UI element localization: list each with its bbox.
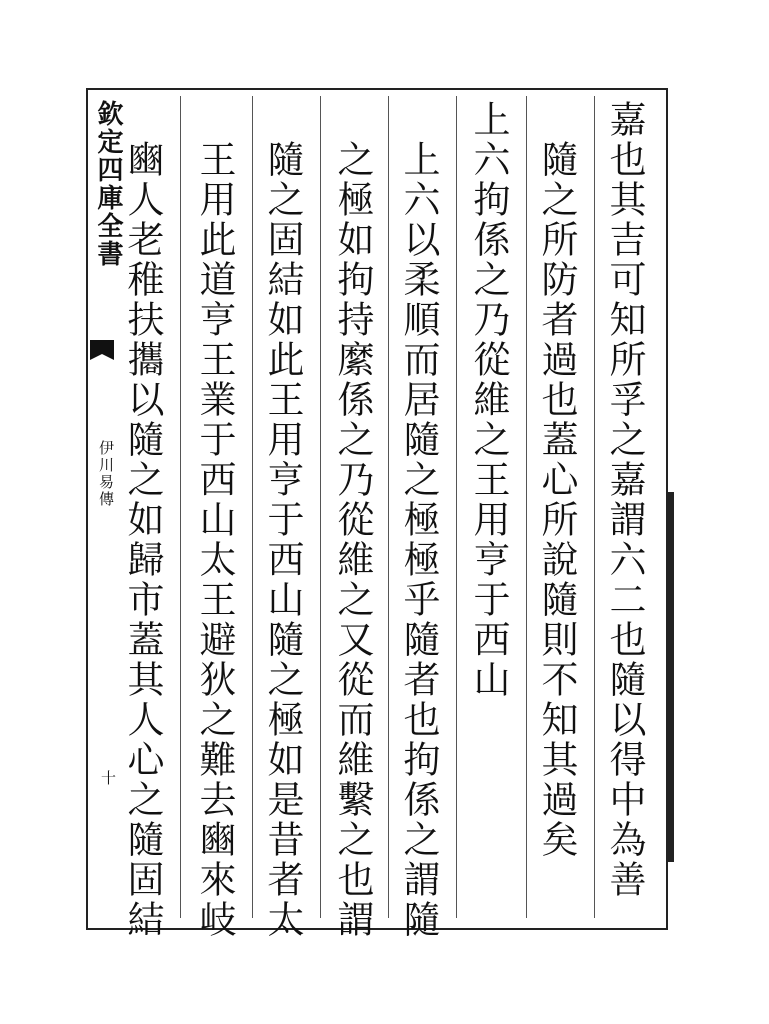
margin-page-number: 十: [99, 770, 117, 785]
text-column-2: 隨之所防者過也蓋心所說隨則不知其過矣: [535, 140, 578, 860]
column-rule: [526, 96, 527, 918]
column-rule: [456, 96, 457, 918]
margin-collection-title: 欽定四庫全書: [93, 100, 123, 268]
column-rule: [594, 96, 595, 918]
column-rule: [388, 96, 389, 918]
text-column-7: 王用此道亨王業于西山太王避狄之難去豳來岐: [193, 140, 236, 940]
column-rule: [180, 96, 181, 918]
fold-edge-bar: [668, 492, 674, 862]
text-column-3: 上六拘係之乃從維之王用亨于西山: [467, 100, 510, 700]
text-column-5: 之極如拘持縻係之乃從維之又從而維繫之也謂: [331, 140, 374, 940]
text-column-8: 豳人老稚扶攜以隨之如歸市蓋其人心之隨固結: [121, 140, 164, 940]
page-border: [86, 88, 668, 930]
column-rule: [252, 96, 253, 918]
column-rule: [320, 96, 321, 918]
margin-book-title: 伊川易傳: [97, 440, 115, 508]
text-column-4: 上六以柔順而居隨之極極乎隨者也拘係之謂隨: [397, 140, 440, 940]
left-border-rule: [86, 88, 88, 928]
text-column-6: 隨之固結如此王用亨于西山隨之極如是昔者太: [261, 140, 304, 940]
text-column-1: 嘉也其吉可知所孚之嘉謂六二也隨以得中為善: [603, 100, 646, 900]
